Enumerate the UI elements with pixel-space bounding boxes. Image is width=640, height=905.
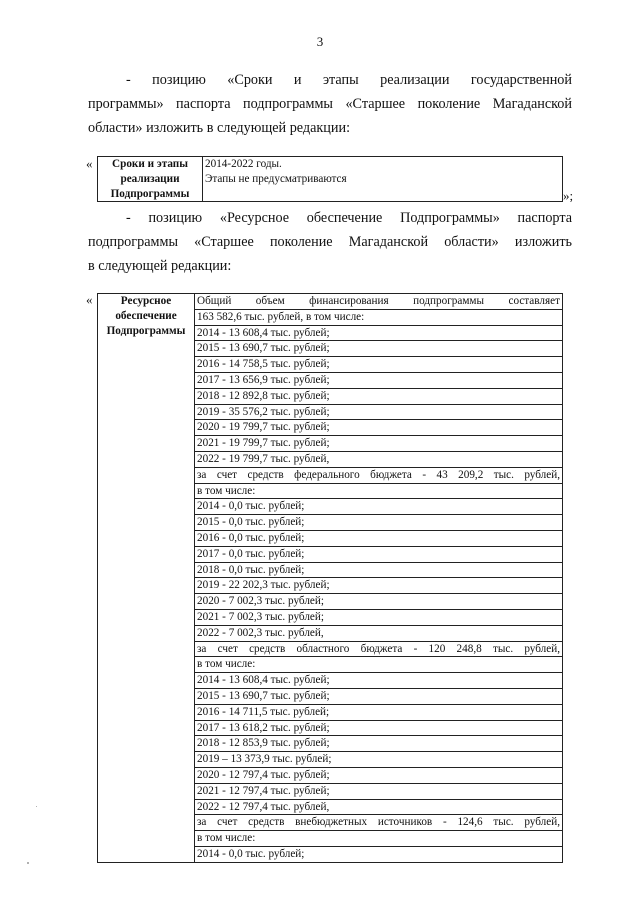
resources-value-cell	[195, 294, 563, 863]
resources-value-line: Общий объем финансирования подпрограммы составляет	[197, 295, 560, 307]
resources-value-line: за счет средств федерального бюджета - 43 209,2 тыс. рублей,	[197, 468, 560, 481]
resources-value-line: 2014 - 13 608,4 тыс. рублей;	[195, 672, 562, 688]
open-quote: «	[86, 156, 93, 171]
resources-value-line: 2020 - 19 799,7 тыс. рублей;	[195, 419, 562, 435]
resources-table	[97, 293, 563, 863]
paragraph-line: в следующей редакции:	[88, 258, 232, 274]
scan-speck	[27, 862, 29, 864]
resources-value-line: в том числе:	[195, 483, 562, 499]
resources-value-line: 2014 - 0,0 тыс. рублей;	[195, 846, 562, 862]
label-line: обеспечение	[115, 309, 177, 322]
resources-value-line: 2017 - 0,0 тыс. рублей;	[195, 546, 562, 562]
resources-value-line: 2017 - 13 656,9 тыс. рублей;	[195, 372, 562, 388]
value-line: Этапы не предусматриваются	[205, 172, 347, 185]
close-quote: »;	[563, 188, 574, 203]
paragraph-line: - позицию «Ресурсное обеспечение Подпрограммы» паспорта	[126, 210, 572, 226]
resources-value-line: 2018 - 0,0 тыс. рублей;	[195, 562, 562, 578]
resources-value-line: 2022 - 19 799,7 тыс. рублей,	[195, 451, 562, 467]
label-line: Сроки и этапы	[112, 158, 188, 170]
resources-value-line: 2019 - 22 202,3 тыс. рублей;	[195, 577, 562, 593]
resources-value-line: 2015 - 13 690,7 тыс. рублей;	[195, 688, 562, 704]
resources-value-line: в том числе:	[195, 656, 562, 672]
resources-value-line: 2018 - 12 892,8 тыс. рублей;	[195, 388, 562, 404]
page-number: 3	[316, 34, 324, 49]
deadlines-table	[97, 156, 563, 202]
paragraph-resources-intro	[88, 206, 572, 278]
resources-value-line: в том числе:	[195, 830, 562, 846]
resources-value-line: 2020 - 7 002,3 тыс. рублей;	[195, 593, 562, 609]
deadlines-label-cell	[98, 157, 203, 202]
resources-value-line: 2020 - 12 797,4 тыс. рублей;	[195, 767, 562, 783]
resources-value-line: 2016 - 0,0 тыс. рублей;	[195, 530, 562, 546]
resources-value-line: 2016 - 14 711,5 тыс. рублей;	[195, 704, 562, 720]
table-row	[98, 157, 563, 202]
label-line: Ресурсное	[120, 295, 172, 307]
resources-value-line: 2022 - 12 797,4 тыс. рублей,	[195, 799, 562, 815]
label-line: Подпрограммы	[110, 187, 190, 200]
resources-value-line: 2017 - 13 618,2 тыс. рублей;	[195, 720, 562, 736]
paragraph-line: программы» паспорта подпрограммы «Старшее поколение Магаданской	[88, 96, 572, 112]
resources-value-line: 2019 – 13 373,9 тыс. рублей;	[195, 751, 562, 767]
resources-value-line: 163 582,6 тыс. рублей, в том числе:	[195, 309, 562, 325]
open-quote: «	[86, 292, 93, 307]
paragraph-line: области» изложить в следующей редакции:	[88, 120, 351, 136]
paragraph-deadlines-intro	[88, 68, 572, 140]
resources-value-line: 2019 - 35 576,2 тыс. рублей;	[195, 404, 562, 420]
resources-value-line: 2015 - 0,0 тыс. рублей;	[195, 514, 562, 530]
label-line: реализации	[120, 172, 180, 185]
deadlines-value-cell	[203, 157, 563, 202]
resources-value-line: 2015 - 13 690,7 тыс. рублей;	[195, 340, 562, 356]
resources-value-line: 2018 - 12 853,9 тыс. рублей;	[195, 735, 562, 751]
value-line: 2014-2022 годы.	[205, 158, 282, 170]
resources-value-line: 2014 - 0,0 тыс. рублей;	[195, 498, 562, 514]
resources-value-line: за счет средств областного бюджета - 120 248,8 тыс. рублей,	[197, 642, 560, 655]
resources-value-line: 2021 - 19 799,7 тыс. рублей;	[195, 435, 562, 451]
resources-value-line: 2016 - 14 758,5 тыс. рублей;	[195, 356, 562, 372]
paragraph-line: подпрограммы «Старшее поколение Магаданской области» изложить	[88, 234, 572, 250]
scan-speck	[36, 806, 37, 807]
resources-value-line: 2021 - 12 797,4 тыс. рублей;	[195, 783, 562, 799]
label-line: Подпрограммы	[106, 324, 186, 337]
resources-value-line: 2022 - 7 002,3 тыс. рублей,	[195, 625, 562, 641]
paragraph-line: - позицию «Сроки и этапы реализации государственной	[126, 72, 572, 88]
resources-value-line: за счет средств внебюджетных источников - 124,6 тыс. рублей,	[197, 816, 560, 829]
resources-value-line: 2014 - 13 608,4 тыс. рублей;	[195, 325, 562, 341]
resources-label-cell	[98, 294, 195, 863]
table-row	[98, 294, 563, 863]
resources-value-line: 2021 - 7 002,3 тыс. рублей;	[195, 609, 562, 625]
